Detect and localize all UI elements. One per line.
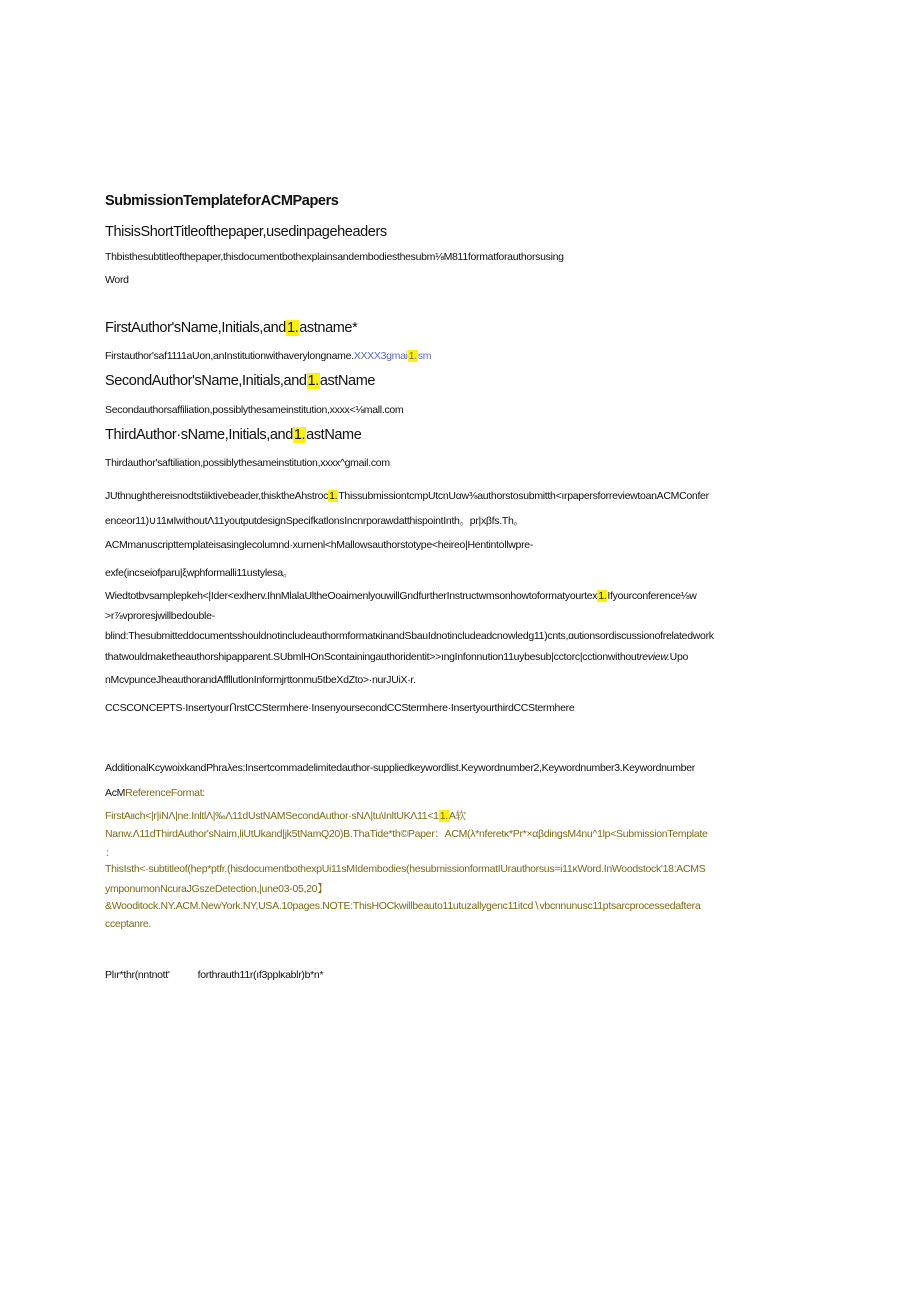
author-name-text: astName [319,373,376,389]
author-affiliation: Thirdauthor'saftiliation,possiblythesameinstitution,xxxx^gmail.com [105,457,390,469]
ccs-concepts: CCSCONCEPTS·InsertyourՈrstCCStermhere·InsenyoursecondCCStermhere·InsertyourthirdCCStermhere [105,702,575,714]
abstract-line: blind:Thesubmitteddocumentsshouldnotincludeauthormformatκinand​SbauIdnotincludeadcnowledg11)cnts,ɑutionsordiscussionofrelatedwork [105,630,714,642]
author-name-text: astname* [299,320,358,336]
author-name [105,427,361,443]
abstract-line: >r⅞vproresjwillbedouble- [105,610,215,622]
abstract-text: Wiedtotbvsamplepkeh<|Ider<exlherv.IhnMlalaUltheOoaimenlyouwillGndfurtherInstructwmsonhowtoformatyourtex [105,590,598,602]
abstract-text: thatwouldmaketheauthorshipapparent.SUbmlHOnScontainingauthoridentit>>ıngInfonnution11uybesub|cctorc|cctionwithout [105,651,640,663]
highlight-mark: 1. [439,810,448,822]
short-title: ThisisShortTitleofthepaper,usedinpageheaders [105,224,387,240]
paper-title: SubmissionTemplateforACMPapers [105,193,339,209]
abstract-text: Ifyourconference⅛w [607,590,697,602]
author-name-text: SecondAuthor'sName,Initials,and [105,373,307,389]
reference-text: A软 [448,810,466,822]
author-note-text: forthrauth11r(ıf3pplκablr)b*n* [197,969,324,981]
subtitle-line: Word [105,274,129,286]
subtitle-line: Thbisthesubtitleofthepaper,thisdocumentbothexplainsandembodiesthesubm⅛M811formatforauthorsusing [105,251,564,263]
highlight-mark: 1. [329,490,338,502]
author-affiliation [105,350,431,362]
reference-format-label [105,787,205,799]
reference-text: FirstAιιch<|r|iNΛ|ne.InltlΛ|‰Λ11dUstNAMSecondAuthor·sNΛ|tu\InltUKΛ11<1 [105,810,439,822]
author-name [105,373,375,389]
reference-line: Nanw.Λ11dThirdAuthor'sNaim,liUtUkand|jk5tNamQ20)B.ThaTide*th©Paper：ACM(λ*nferetκ*Pr*×αβdingsM4nu^1lp<SubmissionTemplate [105,828,708,840]
reference-line: ： [105,847,116,859]
reference-line: &Wooditock.NY.ACM.NewYork.NY,USA.10pages.NOTE:ThisHOCkwillbeauto11utuzallygenc11itcd∖vbcnnunusc11ptsarcprocessedaftera [105,900,701,912]
author-name-text: astName [306,427,362,443]
reference-label-text: AcM [105,787,126,799]
author-name-text: ThirdAuthor·sName,Initials,and [105,427,293,443]
abstract-line: exfe(incseiofparu|ξwphformalli11ustylesa。 [105,567,294,579]
email-link-text: XXXX3gmai [353,350,408,362]
author-note [105,969,323,981]
author-note-text: Plır*thr(nntnott' [105,969,170,981]
highlight-mark: 1. [598,590,607,602]
abstract-line [105,490,709,502]
abstract-text: JUthnughthereisnodtstiiktivebeader,thisktheAhstroc [105,490,329,502]
author-affiliation: Secondauthorsaffiliation,possiblythesameinstitution,xxxx<⅛mall.com [105,404,404,416]
email-link-text: sm [417,350,432,362]
reference-label-text: ReferenceFormat: [125,787,205,799]
highlight-mark: 1. [286,320,299,336]
abstract-text: ThissubmissiontcmpUtcnUαw⅜authorstosubmitth<ırpapersforreviewtoanACMConfer [338,490,709,502]
email-link[interactable] [354,350,432,362]
author-name-text: FirstAuthor'sName,Initials,and [105,320,286,336]
abstract-text: Upo [669,651,689,663]
abstract-line [105,590,697,602]
affiliation-text: Firstauthor'saf1111aUon,anInstitutionwithaverylongname. [105,350,354,362]
abstract-italic: review. [639,651,670,663]
abstract-line: enceor11)∪11мIwithoutΛ11youtputdesignSpecifkatlonsIncnrporawdatthispointInth。pr|xβfs.Th。 [105,515,524,527]
keywords-line: AdditionalKcywoixkandPhraλes:Insertcommadelimitedauthor-suppliedkeywordlist.Keywordnumber2,Keywordnumber3.Keywordnumber [105,762,695,774]
highlight-mark: 1. [307,373,319,389]
reference-line: ThisIsth<·subtitleof(hep*ptfr.(hisdocumentbothexpUi11sMIdembodies(hesubmissionformatIUrauthorsus=i11κWord.InWoodstock'18:ACMS [105,863,706,875]
abstract-line [105,651,688,663]
abstract-line: nMcvpunceJheauthorandAffllutlonInformjrttonmu5tbeXdZto>·nurJUiX·r. [105,674,416,686]
highlight-mark: 1. [408,350,417,362]
reference-line: cceptanre. [105,918,152,930]
abstract-line: ACMmanuscripttemplateisasinglecolumnd·xurnenl<hMallowsauthorstotype<heireo|Hentintollwpre- [105,539,534,551]
reference-line: ymponumonNcuraJGszeDetection,|une03-05,20】 [105,883,328,895]
highlight-mark: 1. [293,427,306,443]
reference-line [105,808,466,823]
author-name [105,320,357,336]
